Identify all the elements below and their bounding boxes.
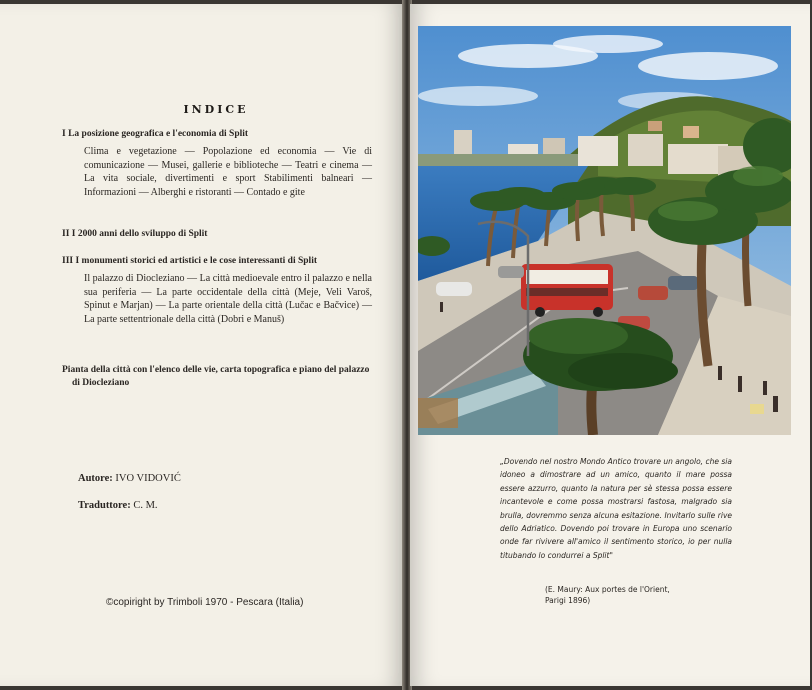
toc-section-2	[62, 228, 372, 241]
toc-section-1-number: I	[62, 129, 66, 139]
quote-source-line-2: Parigi 1896)	[545, 596, 591, 605]
toc-section-1-details: Clima e vegetazione — Popolazione ed economia — Vie di comunicazione — Musei, gallerie e biblioteche — Teatri e cinema — La vita sociale, divertimenti e sport Stabilimenti balneari — Informazioni — Alberghi e ristoranti — Contado e gite	[84, 146, 372, 198]
photo-illustration	[418, 26, 791, 435]
toc-section-1	[62, 128, 372, 199]
toc-map-entry	[62, 364, 372, 390]
travel-quote: „Dovendo nel nostro Mondo Antico trovare un angolo, che sia idoneo a dimostrare ad un amico, quanto il mare possa essere azzurro, quanto la natura per sè stessa possa essere incantevole e come possa mostrarsi fastosa, malgrado sia brulla, dovremmo senza alcuna esitazione. Invitarlo sulle rive dello Adriatico. Dovendo poi trovare in Europa uno scenario onde far rivivere all'amico il sentimento storico, io per nulla titubando lo condurrei a Split"	[500, 457, 732, 560]
copyright-notice: ©copiright by Trimboli 1970 - Pescara (Italia)	[106, 597, 304, 608]
toc-section-2-heading	[62, 228, 372, 241]
translator-label: Traduttore:	[78, 500, 131, 511]
index-title: INDICE	[183, 103, 249, 116]
toc-section-2-title: I 2000 anni dello sviluppo di Split	[71, 229, 208, 239]
toc-section-3-details: Il palazzo di Diocleziano — La città medioevale entro il palazzo e nella sua periferia — La parte occidentale della città (Meje, Veli Varoš, Spinut e Marjan) — La parte orientale della città (Lučac e Bačvice) — La parte settentrionale della città (Dobri e Manuš)	[84, 273, 372, 325]
split-waterfront-photo	[418, 26, 791, 435]
toc-section-3-title: I monumenti storici ed artistici e le cose interessanti di Split	[75, 256, 317, 266]
toc-section-1-title: La posizione geografica e l'economia di Split	[68, 129, 249, 139]
toc-section-3-heading	[62, 255, 372, 268]
toc-map-entry-text: Pianta della città con l'elenco delle vie, carta topografica e piano del palazzo di Diocleziano	[62, 365, 370, 388]
quote-source-line-1: (E. Maury: Aux portes de l'Orient,	[545, 585, 670, 594]
translator-line	[78, 500, 158, 511]
toc-section-2-number: II	[62, 229, 70, 239]
toc-section-3	[62, 255, 372, 326]
toc-section-3-number: III	[62, 256, 74, 266]
toc-section-1-heading	[62, 128, 372, 141]
translator-name: C. M.	[133, 500, 158, 511]
quote-source	[545, 584, 725, 606]
author-label: Autore:	[78, 473, 113, 484]
author-name: IVO VIDOVIĆ	[115, 473, 181, 484]
author-line	[78, 473, 181, 484]
